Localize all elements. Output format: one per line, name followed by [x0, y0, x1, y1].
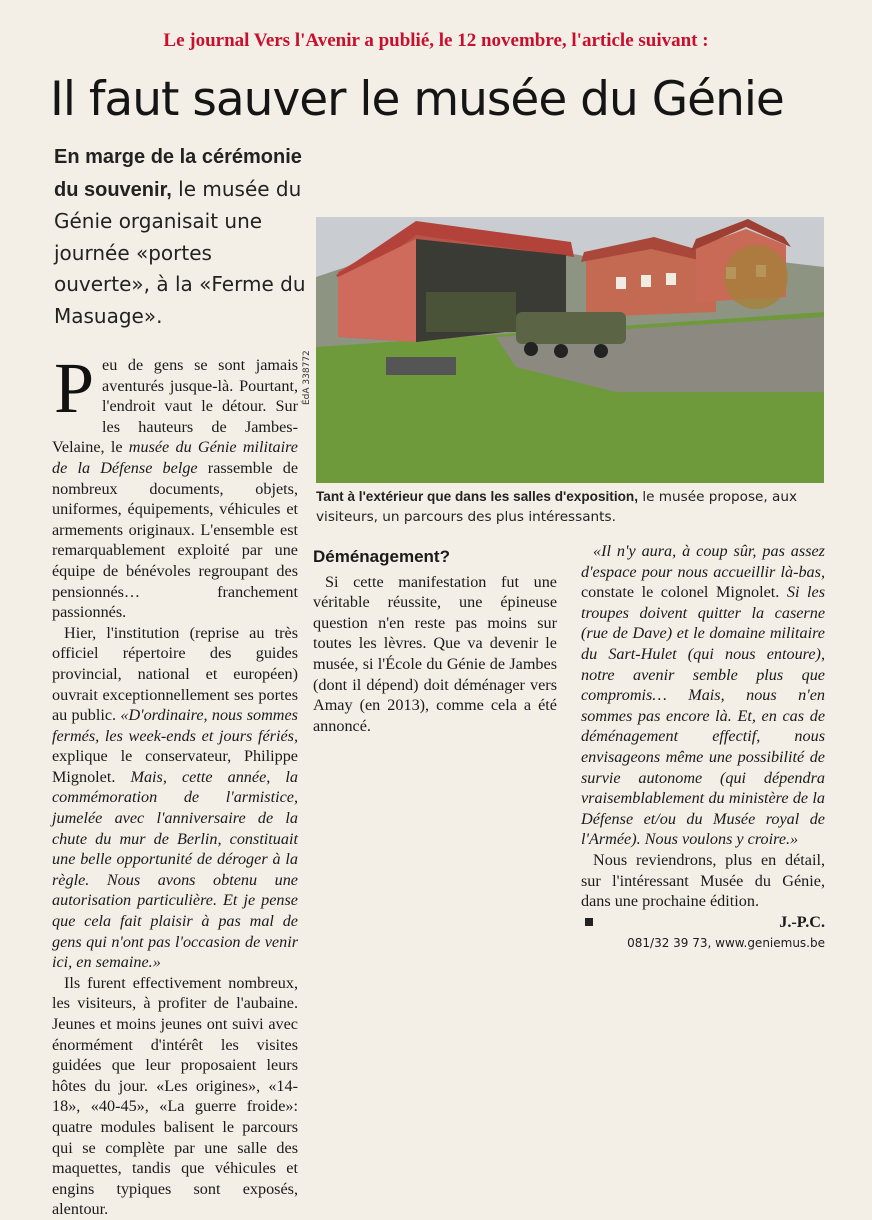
paragraph-6: Nous reviendrons, plus en détail, sur l'intéressant Musée du Génie, dans une prochaine édition. [581, 850, 825, 911]
paragraph-2-quote-1: «D'ordinaire, nous sommes fermés, les week-ends et jours fériés, [52, 706, 298, 745]
column-3 [581, 541, 825, 954]
paragraph-1-italic: musée du Génie militaire de la Défense belge [52, 438, 298, 477]
article-lead [54, 141, 312, 332]
paragraph-1: eu de gens se sont jamais aventurés jusque-là. Pourtant, l'endroit vaut le détour. Sur les hauteurs de Jambes-Velaine, le [52, 356, 298, 457]
drop-cap: P [54, 348, 95, 428]
paragraph-2-start: Hier, l'institution (reprise au très officiel répertoire des guides provincial, national et européen) ouvrait exceptionnellement ses portes au public. [52, 623, 298, 725]
contact-website[interactable]: www.geniemus.be [715, 936, 825, 951]
author-signature: J.-P.C. [779, 912, 825, 931]
caption-text: le musée propose, aux visiteurs, un parcours des plus intéressants. [316, 489, 798, 525]
lead-text: le musée du Génie organisait une journée «portes ouverte», à la «Ferme du Masuage». [54, 176, 306, 328]
signature-line [581, 912, 825, 933]
paragraph-1-end: rassemble de nombreux documents, objets, uniformes, équipements, véhicules et armements originaux. L'ensemble est remarquablement exploité par une équipe de bénévoles regroupant des pensionnés… franchement passionnés. [52, 458, 298, 622]
intro-line: Le journal Vers l'Avenir a publié, le 12 novembre, l'article suivant : [163, 30, 709, 51]
paragraph-5-quote-2: Si les troupes doivent quitter la caserne (rue de Dave) et le domaine militaire du Sart-Hulet (qui nous entoure), notre avenir semble plus que compromis… Mais, nous n'en sommes pas encore là. Et, en cas de déménagement effectif, nous envisageons même une possibilité de survie autonome (qui dépendra vraisemblablement du ministère de la Défense et/ou du Musée royal de l'Armée). Nous voulons y croire.» [581, 583, 825, 849]
contact-line [581, 933, 825, 954]
end-mark [585, 918, 593, 926]
article-photo [316, 217, 824, 483]
photo-credit: ÉdA 338772 [302, 350, 312, 405]
caption-bold: Tant à l'extérieur que dans les salles d'exposition, [316, 489, 638, 504]
column-1 [52, 348, 298, 1220]
paragraph-4: Si cette manifestation fut une véritable réussite, une épineuse question n'en reste pas moins sur toutes les lèvres. Que va devenir le musée, si l'École du Génie de Jambes (dont il dépend) doit déménager vers Amay (en 2013), comme cela a été annoncé. [313, 572, 557, 735]
paragraph-2-mid: explique le conservateur, Philippe Mignolet. [52, 747, 298, 786]
column-2 [313, 541, 557, 736]
paragraph-2-quote-2: Mais, cette année, la commémoration de l'armistice, jumelée avec l'anniversaire de la chute du mur de Berlin, constituait une belle opportunité de déroger à la règle. Nous avons obtenu une autorisation particulière. Et je pense que cela fait plaisir à pas mal de gens qui n'ont pas l'occasion de venir ici, en semaine.» [52, 767, 298, 972]
article-headline: Il faut sauver le musée du Génie [50, 72, 784, 127]
paragraph-3: Ils furent effectivement nombreux, les visiteurs, à profiter de l'aubaine. Jeunes et moins jeunes ont suivi avec énormément d'intérêt les visites guidées que leur proposaient leurs hôtes du jour. «Les origines», «14-18», «40-45», «La guerre froide»: quatre modules balisent le parcours qui se complète par une salle des maquettes, tandis que véhicules et engins typiques sont exposés, alentour. [52, 973, 298, 1219]
lead-bold: En marge de la cérémonie du souvenir, [54, 146, 302, 201]
contact-phone: 081/32 39 73, [627, 936, 712, 951]
paragraph-5-quote-1: «Il n'y aura, à coup sûr, pas assez d'espace pour nous accueillir là-bas, [581, 542, 825, 581]
paragraph-5-mid: constate le colonel Mignolet. [581, 583, 787, 602]
farm-photo-illustration [316, 217, 824, 483]
subheading: Déménagement? [313, 547, 450, 566]
photo-caption [316, 487, 836, 527]
